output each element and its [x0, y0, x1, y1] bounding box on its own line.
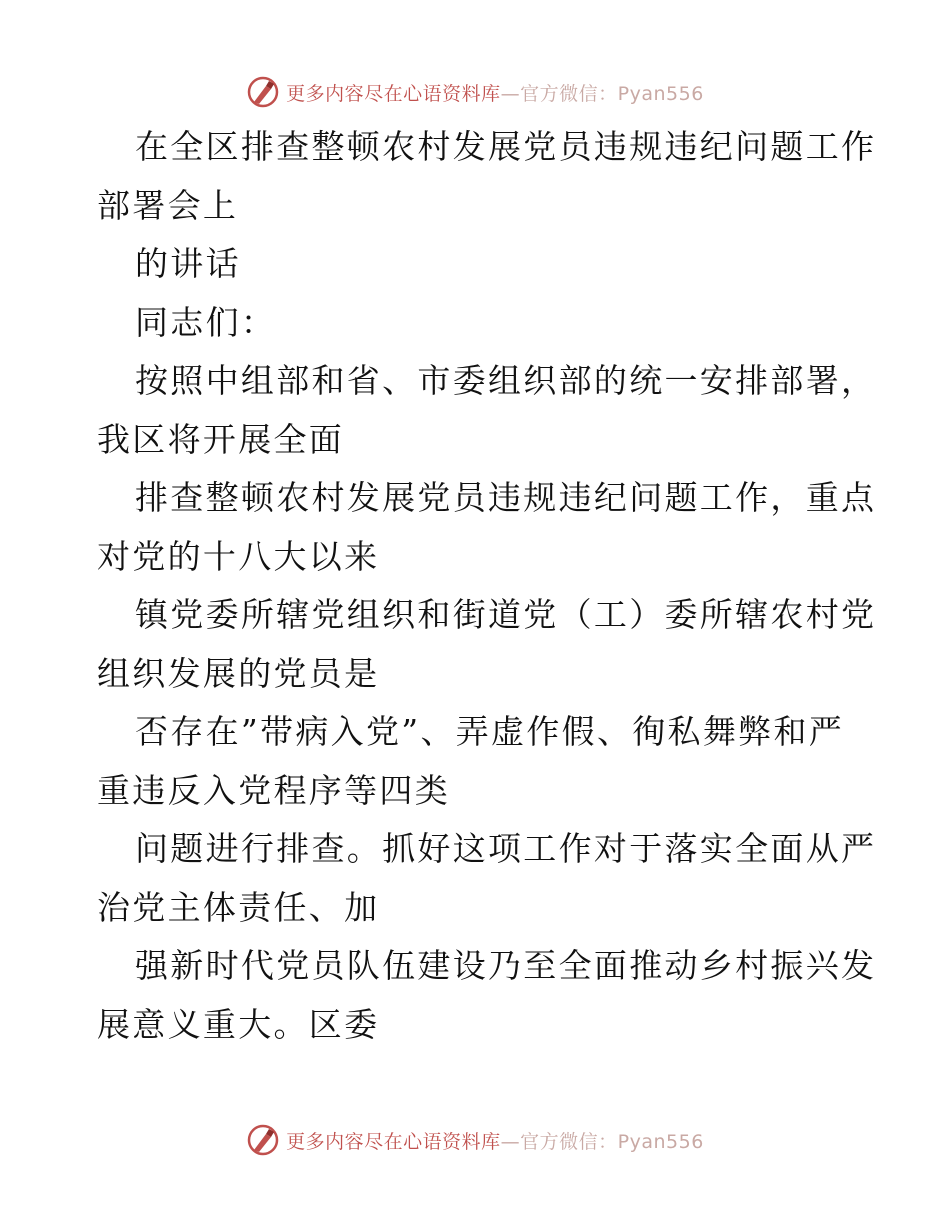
- watermark-text: [286, 1127, 704, 1154]
- header-watermark: [0, 72, 950, 112]
- watermark-separator: —: [500, 1130, 521, 1153]
- text-line: 治党主体责任、加: [97, 887, 380, 927]
- text-line: 镇党委所辖党组织和街道党（工）委所辖农村党: [135, 595, 877, 634]
- text-line: 组织发展的党员是: [97, 653, 380, 693]
- document-body: [97, 118, 877, 1054]
- text-line: 按照中组部和省、市委组织部的统一安排部署，: [135, 361, 877, 400]
- watermark-separator: —: [500, 82, 521, 105]
- text-line: 展意义重大。区委: [97, 1004, 380, 1044]
- text-line: 排查整顿农村发展党员违规违纪问题工作，重点: [135, 478, 877, 517]
- text-line: 的讲话: [135, 244, 241, 283]
- text-line: 我区将开展全面: [97, 419, 345, 459]
- watermark-brand: 更多内容尽在心语资料库: [286, 82, 501, 105]
- text-line: 重违反入党程序等四类: [97, 770, 450, 810]
- text-line: 问题进行排查。抓好这项工作对于落实全面从严: [135, 829, 877, 868]
- text-line: 强新时代党员队伍建设乃至全面推动乡村振兴发: [135, 946, 877, 985]
- text-line: 同志们：: [135, 302, 277, 342]
- watermark-contact: 官方微信：Pyan556: [520, 1130, 704, 1153]
- pen-nib-logo-icon: [246, 75, 280, 109]
- text-line: 在全区排查整顿农村发展党员违规违纪问题工作: [135, 127, 877, 166]
- text-line: 否存在”带病入党”、弄虚作假、徇私舞弊和严: [135, 712, 845, 751]
- text-line: 对党的十八大以来: [97, 536, 380, 576]
- text-line: 部署会上: [97, 185, 239, 225]
- pen-nib-logo-icon: [246, 1123, 280, 1157]
- footer-watermark: [0, 1120, 950, 1160]
- watermark-contact: 官方微信：Pyan556: [520, 82, 704, 105]
- watermark-text: [286, 79, 704, 106]
- watermark-brand: 更多内容尽在心语资料库: [286, 1130, 501, 1153]
